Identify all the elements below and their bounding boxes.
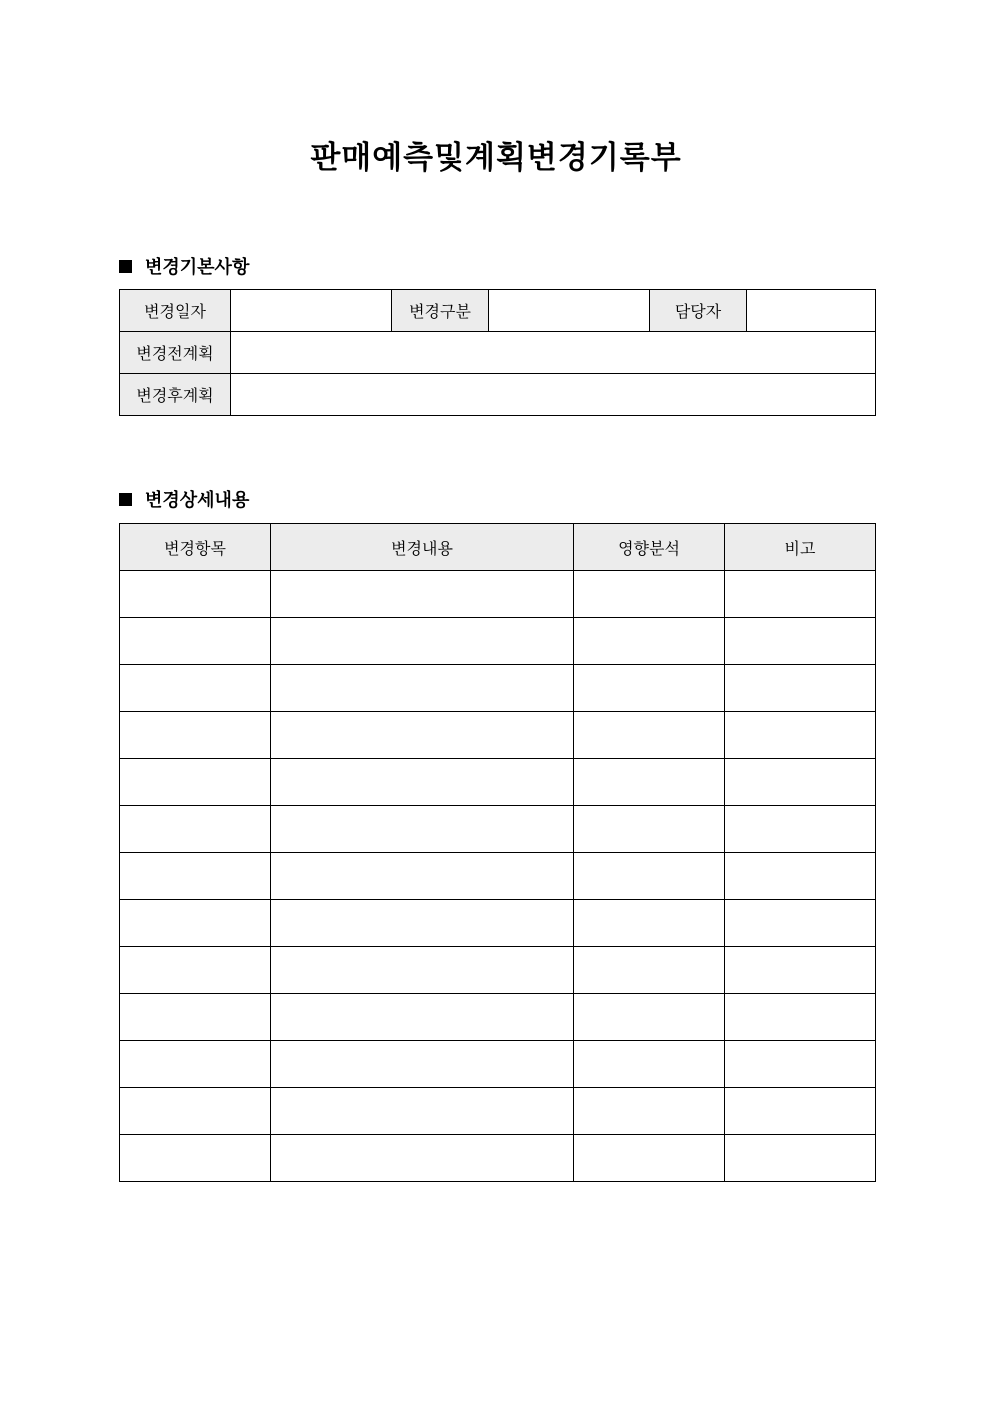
content-cell[interactable] [271,1135,574,1182]
item-cell[interactable] [120,759,271,806]
table-row [120,759,876,806]
item-cell[interactable] [120,947,271,994]
basic-info-table [119,289,876,416]
content-cell[interactable] [271,1041,574,1088]
content-cell[interactable] [271,759,574,806]
item-cell[interactable] [120,665,271,712]
item-cell[interactable] [120,712,271,759]
content-cell[interactable] [271,1088,574,1135]
remarks-cell[interactable] [725,571,876,618]
impact-cell[interactable] [574,618,725,665]
table-row [120,900,876,947]
remarks-cell[interactable] [725,1135,876,1182]
table-row [120,1041,876,1088]
impact-cell[interactable] [574,853,725,900]
impact-cell[interactable] [574,1135,725,1182]
plan-before-label: 변경전계획 [120,332,231,374]
remarks-cell[interactable] [725,853,876,900]
plan-after-field[interactable] [231,374,876,416]
column-header-impact: 영향분석 [574,524,725,571]
table-row [120,1088,876,1135]
change-type-field[interactable] [489,290,650,332]
table-row [120,571,876,618]
table-row [120,665,876,712]
item-cell[interactable] [120,1135,271,1182]
impact-cell[interactable] [574,900,725,947]
manager-label: 담당자 [650,290,747,332]
table-row [120,994,876,1041]
detail-table-header-row [120,524,876,571]
item-cell[interactable] [120,853,271,900]
section-heading-label: 변경기본사항 [145,257,250,278]
content-cell[interactable] [271,853,574,900]
square-bullet-icon [119,493,132,506]
impact-cell[interactable] [574,1041,725,1088]
remarks-cell[interactable] [725,1088,876,1135]
remarks-cell[interactable] [725,712,876,759]
table-row [120,853,876,900]
impact-cell[interactable] [574,571,725,618]
item-cell[interactable] [120,1041,271,1088]
detail-table [119,523,876,1182]
content-cell[interactable] [271,618,574,665]
change-type-label: 변경구분 [392,290,489,332]
remarks-cell[interactable] [725,947,876,994]
content-cell[interactable] [271,994,574,1041]
remarks-cell[interactable] [725,900,876,947]
plan-after-label: 변경후계획 [120,374,231,416]
item-cell[interactable] [120,900,271,947]
item-cell[interactable] [120,618,271,665]
impact-cell[interactable] [574,1088,725,1135]
change-date-field[interactable] [231,290,392,332]
table-row [120,712,876,759]
square-bullet-icon [119,260,132,273]
remarks-cell[interactable] [725,759,876,806]
impact-cell[interactable] [574,712,725,759]
section-heading-basic [119,253,249,279]
content-cell[interactable] [271,900,574,947]
page-title: 판매예측및계획변경기록부 [310,140,682,176]
content-cell[interactable] [271,806,574,853]
content-cell[interactable] [271,665,574,712]
content-cell[interactable] [271,571,574,618]
remarks-cell[interactable] [725,1041,876,1088]
section-heading-detail [119,486,249,512]
plan-before-field[interactable] [231,332,876,374]
table-row [120,1135,876,1182]
column-header-remarks: 비고 [725,524,876,571]
column-header-content: 변경내용 [271,524,574,571]
column-header-item: 변경항목 [120,524,271,571]
remarks-cell[interactable] [725,806,876,853]
manager-field[interactable] [747,290,876,332]
change-date-label: 변경일자 [120,290,231,332]
item-cell[interactable] [120,571,271,618]
impact-cell[interactable] [574,665,725,712]
table-row [120,806,876,853]
content-cell[interactable] [271,712,574,759]
section-heading-label: 변경상세내용 [145,490,250,511]
remarks-cell[interactable] [725,665,876,712]
table-row [120,947,876,994]
impact-cell[interactable] [574,806,725,853]
impact-cell[interactable] [574,994,725,1041]
impact-cell[interactable] [574,947,725,994]
table-row [120,618,876,665]
remarks-cell[interactable] [725,618,876,665]
content-cell[interactable] [271,947,574,994]
remarks-cell[interactable] [725,994,876,1041]
item-cell[interactable] [120,806,271,853]
impact-cell[interactable] [574,759,725,806]
item-cell[interactable] [120,1088,271,1135]
item-cell[interactable] [120,994,271,1041]
